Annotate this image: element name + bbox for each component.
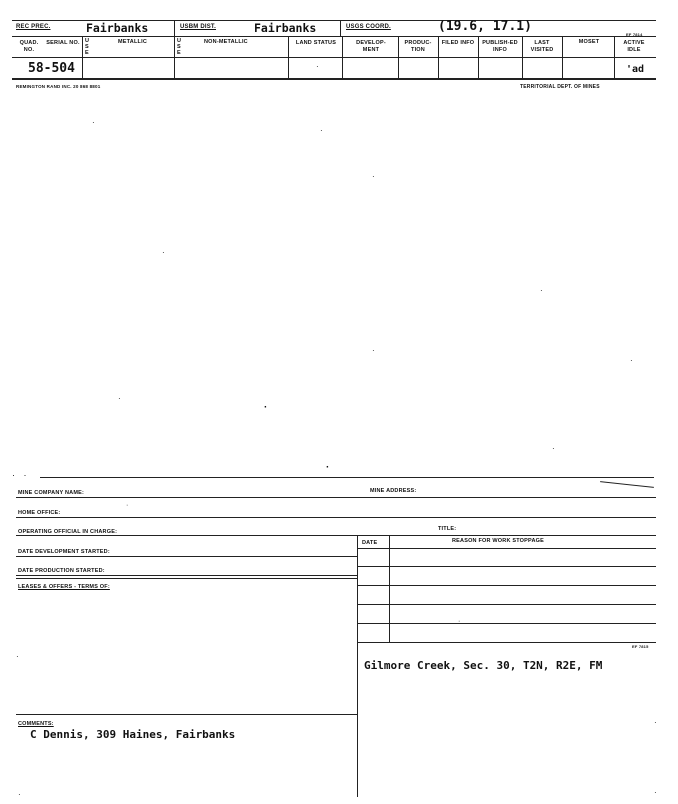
speck: · [654,788,657,797]
col-published-info: PUBLISH-ED INFO [482,40,518,53]
usbm-dist-value: Fairbanks [254,21,317,35]
quad-serial-value: 58-504 [28,61,75,76]
col-quad-no: QUAD. NO. [19,40,39,53]
row-rule [16,556,357,557]
back-top-rule [40,477,654,478]
stoppage-row-rule [357,604,656,605]
usgs-coord-value: (19.6, 17.1) [438,19,532,34]
col-filed-info: FILED INFO [441,40,475,46]
col-development: DEVELOP-MENT [356,40,386,53]
mine-address-label: MINE ADDRESS: [370,488,417,494]
active-idle-mark: 'ad [626,64,645,75]
home-office-label: HOME OFFICE: [18,510,61,516]
tear-mark-line [600,481,654,488]
date-prod-started-label: DATE PRODUCTION STARTED: [18,568,105,574]
title-label: TITLE: [438,526,457,532]
comments-rule [16,714,357,715]
row-rule [16,517,656,518]
header-divider [340,20,341,36]
form-number: EF 7814 [626,32,643,37]
date-dev-started-label: DATE DEVELOPMENT STARTED: [18,549,110,555]
col-nonmetallic: NON-METALLIC [204,39,248,45]
speck: · [320,126,323,135]
speck: · [372,346,375,355]
stoppage-date-header: DATE [362,540,378,546]
operating-official-label: OPERATING OFFICIAL IN CHARGE: [18,529,118,535]
speck: · [326,462,330,473]
mine-company-name-label: MINE COMPANY NAME: [18,490,85,496]
header-divider [174,20,175,36]
rec-prec-value: Fairbanks [86,21,149,35]
speck: · [630,356,633,365]
speck: · [552,444,555,453]
location-value: Gilmore Creek, Sec. 30, T2N, R2E, FM [364,659,603,672]
comments-label: COMMENTS: [18,721,54,727]
speck: · [92,118,95,127]
comments-value: C Dennis, 309 Haines, Fairbanks [30,728,236,741]
col-serial-no: SERIAL NO. [46,40,80,46]
row-rule [16,578,357,579]
col-last-visited: LAST VISITED [530,40,554,53]
land-status-dot: · [316,62,319,71]
printer-imprint: REMINGTON RAND INC. 20 868 8801 [16,84,101,89]
record-bottom-rule [12,78,656,80]
row-rule [16,497,656,498]
stoppage-row-rule [357,548,656,549]
speck: · [264,402,268,413]
col-production: PRODUC-TION [404,40,432,53]
stoppage-left-border [357,535,358,797]
col-use-code-1: U S E [85,38,90,56]
leases-label: LEASES & OFFERS - TERMS OF: [18,584,110,590]
row-rule [16,575,357,576]
col-active-idle: ACTIVE IDLE [623,40,645,53]
speck: · [540,286,543,295]
col-use-code-2: U S E [177,38,182,56]
speck: · [162,248,165,257]
stoppage-date-divider [389,535,390,643]
speck: · [16,652,19,661]
column-header-rule [12,57,656,58]
row-rule [16,535,656,536]
col-moset: MOSET [578,39,600,45]
stoppage-row-rule [357,623,656,624]
speck: · [458,618,461,625]
usgs-coord-label: USGS COORD. [346,24,391,30]
speck: · [118,394,121,403]
col-land-status: LAND STATUS [295,40,337,46]
speck: · [126,502,129,509]
speck: · [654,718,657,727]
header-bottom-rule [12,36,656,37]
speck: · [18,790,21,799]
stoppage-row-rule [357,585,656,586]
stoppage-row-rule [357,642,656,643]
tear-mark: · · [12,470,30,480]
rec-prec-label: REC PREC. [16,24,51,30]
col-metallic: METALLIC [118,39,147,45]
stoppage-row-rule [357,566,656,567]
usbm-dist-label: USBM DIST. [180,24,217,30]
speck: · [372,172,375,181]
form-number-2: EF 7815 [632,644,649,649]
department-imprint: TERRITORIAL DEPT. OF MINES [520,84,600,90]
stoppage-reason-header: REASON FOR WORK STOPPAGE [452,538,544,544]
